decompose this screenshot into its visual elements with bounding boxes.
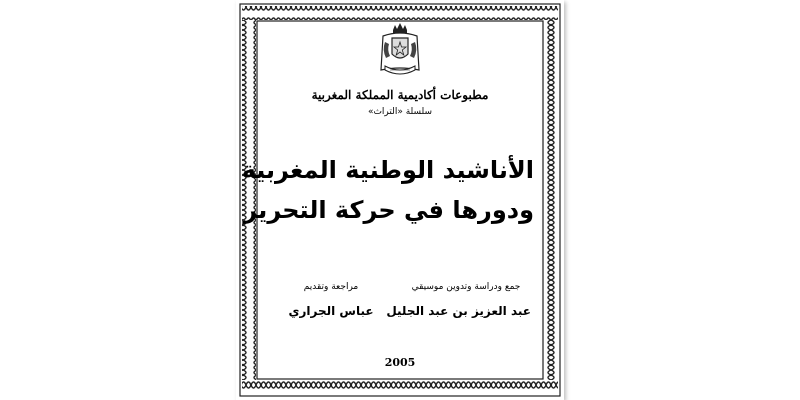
reviewer-role: مراجعة وتقديم [303, 282, 359, 292]
author-role: جمع ودراسة وتدوين موسيقي [411, 282, 521, 292]
book-title-line-1: الأناشيد الوطنية المغربية [241, 156, 534, 184]
book-title-line-2: ودورها في حركة التحرير [243, 196, 534, 224]
publisher-name: مطبوعات أكاديمية المملكة المغربية [311, 88, 489, 102]
book-cover-page [236, 0, 564, 400]
reviewer-name: عباس الجراري [288, 304, 374, 318]
moroccan-coat-of-arms-icon [377, 22, 423, 78]
author-name: عبد العزيز بن عبد الجليل [386, 304, 531, 318]
series-name: سلسلة «التراث» [367, 107, 433, 117]
publication-year: 2005 [384, 356, 416, 369]
